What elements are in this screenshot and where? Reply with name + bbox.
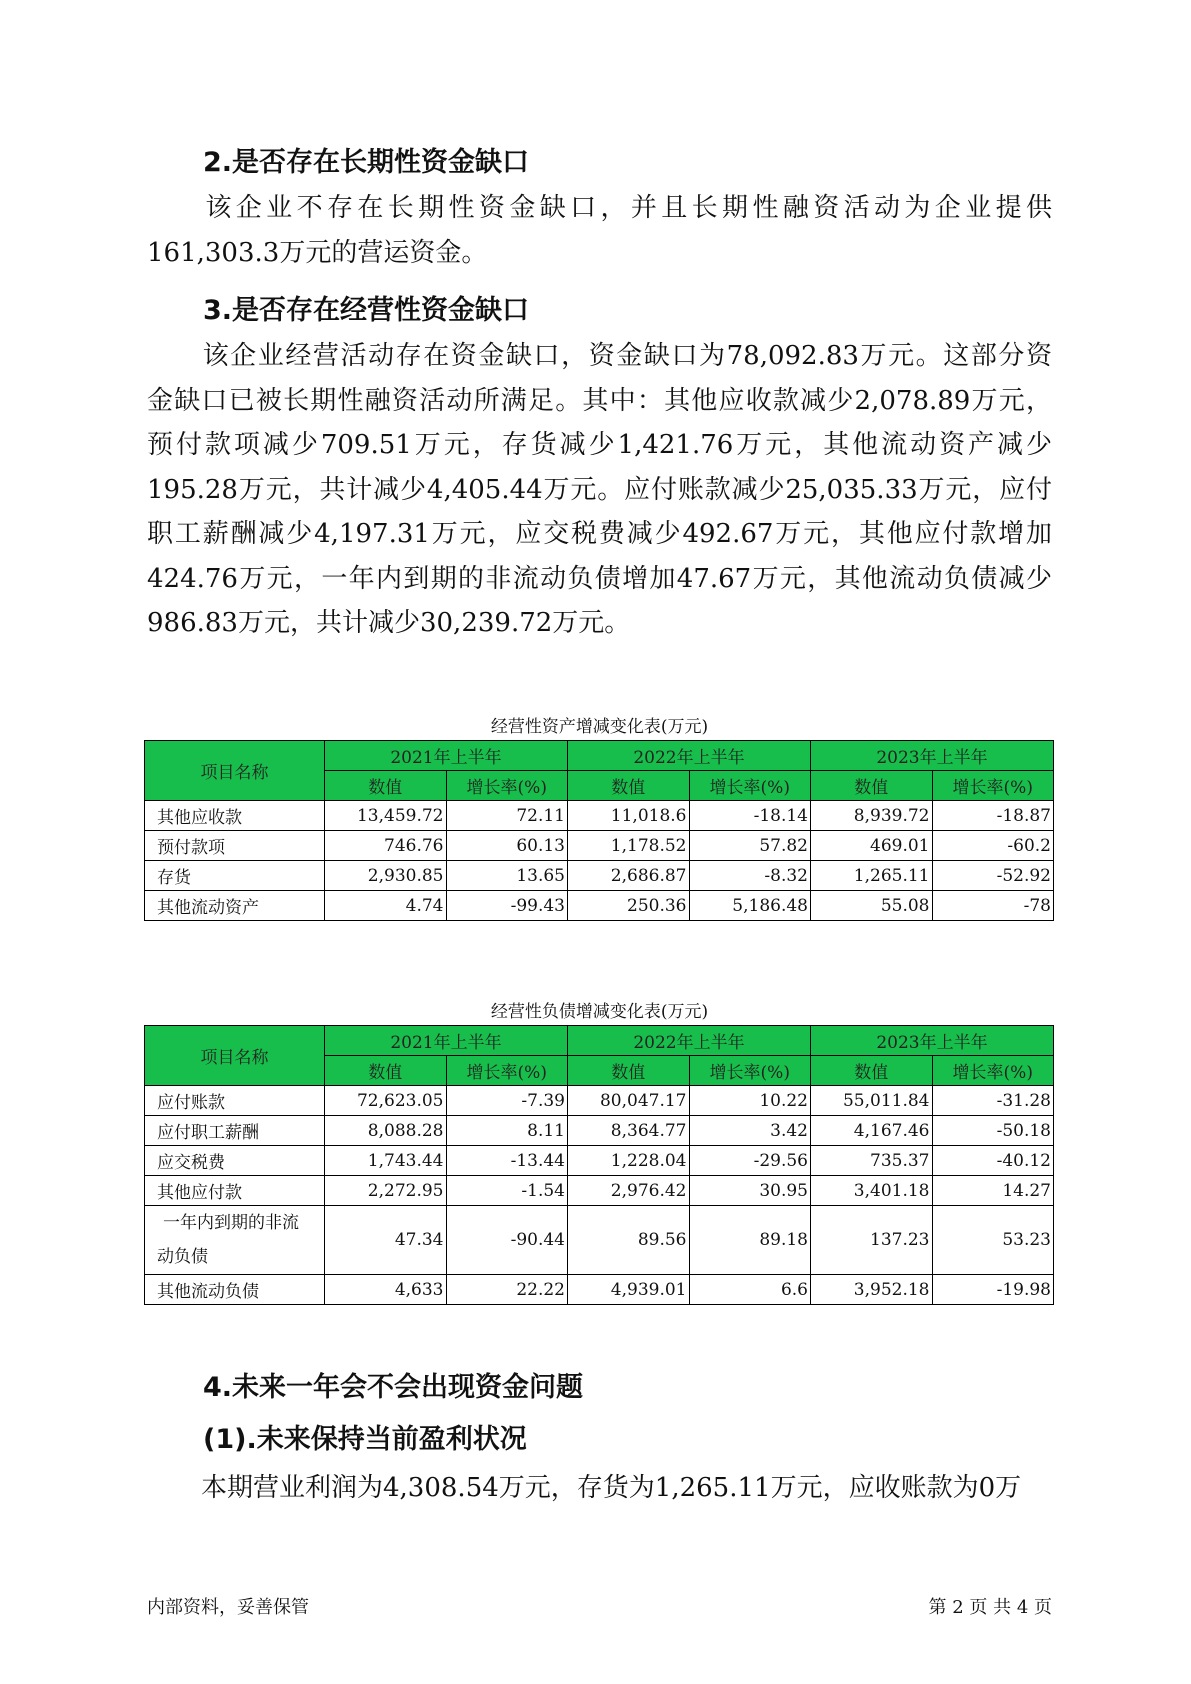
header-period-2023: 2023年上半年 [811,1026,1054,1056]
cell: 1,743.44 [325,1146,447,1176]
row-label: 其他流动负债 [145,1275,325,1305]
section-2-paragraph [147,186,1052,275]
cell: 80,047.17 [568,1086,690,1116]
header-period-2023: 2023年上半年 [811,741,1054,771]
cell: 2,976.42 [568,1176,690,1206]
section-3-title: 3.是否存在经营性资金缺口 [203,295,530,326]
row-label [145,1206,325,1275]
cell: -99.43 [446,891,568,921]
row-label: 存货 [145,861,325,891]
cell: 1,178.52 [568,831,690,861]
cell: 1,265.11 [811,861,933,891]
cell: 3.42 [689,1116,811,1146]
header-period-2021: 2021年上半年 [325,1026,568,1056]
cell: 4,167.46 [811,1116,933,1146]
header-period-2022: 2022年上半年 [568,1026,811,1056]
cell: 72.11 [446,801,568,831]
footer-page-number: 第 2 页 共 4 页 [928,1597,1052,1618]
footer-left-note: 内部资料，妥善保管 [147,1597,309,1618]
header-growth: 增长率(%) [446,1056,568,1086]
cell: 4.74 [325,891,447,921]
cell: 53.23 [932,1206,1054,1275]
assets-table-caption: 经营性资产增减变化表(万元) [490,717,709,737]
cell: -29.56 [689,1146,811,1176]
header-growth: 增长率(%) [689,771,811,801]
cell: -78 [932,891,1054,921]
cell: 5,186.48 [689,891,811,921]
cell: 14.27 [932,1176,1054,1206]
cell: 55,011.84 [811,1086,933,1116]
cell: -40.12 [932,1146,1054,1176]
table-row [145,1275,1054,1305]
cell: 11,018.6 [568,801,690,831]
table-row [145,1176,1054,1206]
cell: 30.95 [689,1176,811,1206]
header-growth: 增长率(%) [932,1056,1054,1086]
header-growth: 增长率(%) [689,1056,811,1086]
cell: 13,459.72 [325,801,447,831]
paragraph-line: 预付款项减少709.51万元，存货减少1,421.76万元，其他流动资产减少 [147,430,1052,460]
row-label: 应付职工薪酬 [145,1116,325,1146]
table-row [145,831,1054,861]
paragraph-line: 986.83万元，共计减少30,239.72万元。 [147,608,631,638]
paragraph-line: 424.76万元，一年内到期的非流动负债增加47.67万元，其他流动负债减少 [147,563,1052,594]
cell: 8,364.77 [568,1116,690,1146]
row-label: 其他应付款 [145,1176,325,1206]
row-label: 其他流动资产 [145,891,325,921]
header-value: 数值 [811,1056,933,1086]
cell: -18.87 [932,801,1054,831]
cell: 735.37 [811,1146,933,1176]
cell: -60.2 [932,831,1054,861]
paragraph-line: 金缺口已被长期性融资活动所满足。其中：其他应收款减少2,078.89万元， [147,385,1052,416]
row-label-line: 动负债 [157,1247,208,1267]
cell: 6.6 [689,1275,811,1305]
cell: -90.44 [446,1206,568,1275]
paragraph-line: 本期营业利润为4,308.54万元，存货为1,265.11万元，应收账款为0万 [201,1473,1022,1503]
table-row [145,1086,1054,1116]
row-label: 预付款项 [145,831,325,861]
header-value: 数值 [325,771,447,801]
cell: 72,623.05 [325,1086,447,1116]
cell: 746.76 [325,831,447,861]
table-row [145,1206,1054,1275]
cell: 137.23 [811,1206,933,1275]
paragraph-line: 职工薪酬减少4,197.31万元，应交税费减少492.67万元，其他应付款增加 [147,519,1052,549]
header-value: 数值 [811,771,933,801]
section-4-paragraph [147,1466,1052,1511]
cell: 8.11 [446,1116,568,1146]
row-label: 其他应收款 [145,801,325,831]
cell: 89.18 [689,1206,811,1275]
section-2-title: 2.是否存在长期性资金缺口 [203,147,530,178]
cell: 3,952.18 [811,1275,933,1305]
cell: -19.98 [932,1275,1054,1305]
table-row [145,1146,1054,1176]
header-item-name: 项目名称 [145,1026,325,1086]
cell: 2,930.85 [325,861,447,891]
cell: -31.28 [932,1086,1054,1116]
cell: 4,939.01 [568,1275,690,1305]
cell: -8.32 [689,861,811,891]
cell: -7.39 [446,1086,568,1116]
cell: 3,401.18 [811,1176,933,1206]
cell: -18.14 [689,801,811,831]
cell: 57.82 [689,831,811,861]
paragraph-line: 该企业经营活动存在资金缺口，资金缺口为78,092.83万元。这部分资 [201,341,1052,371]
cell: 60.13 [446,831,568,861]
row-label: 应交税费 [145,1146,325,1176]
cell: -52.92 [932,861,1054,891]
cell: 10.22 [689,1086,811,1116]
header-period-2022: 2022年上半年 [568,741,811,771]
table-row [145,861,1054,891]
section-3-paragraph [147,334,1052,646]
assets-table [144,740,1054,921]
cell: 8,088.28 [325,1116,447,1146]
cell: 250.36 [568,891,690,921]
header-item-name: 项目名称 [145,741,325,801]
cell: 469.01 [811,831,933,861]
liabilities-table [144,1025,1054,1305]
table-row [145,1116,1054,1146]
cell: 13.65 [446,861,568,891]
row-label-line: 一年内到期的非流 [163,1213,299,1233]
header-period-2021: 2021年上半年 [325,741,568,771]
cell: -13.44 [446,1146,568,1176]
cell: 22.22 [446,1275,568,1305]
header-growth: 增长率(%) [932,771,1054,801]
cell: 4,633 [325,1275,447,1305]
paragraph-line: 195.28万元，共计减少4,405.44万元。应付账款减少25,035.33万元，应付 [147,474,1052,505]
header-value: 数值 [325,1056,447,1086]
cell: 55.08 [811,891,933,921]
cell: 8,939.72 [811,801,933,831]
header-value: 数值 [568,771,690,801]
header-growth: 增长率(%) [446,771,568,801]
section-4-subtitle: (1).未来保持当前盈利状况 [203,1424,527,1455]
cell: 2,686.87 [568,861,690,891]
cell: 1,228.04 [568,1146,690,1176]
paragraph-line: 该企业不存在长期性资金缺口，并且长期性融资活动为企业提供 [201,193,1052,223]
cell: -1.54 [446,1176,568,1206]
paragraph-line: 161,303.3万元的营运资金。 [147,237,488,268]
header-value: 数值 [568,1056,690,1086]
cell: 47.34 [325,1206,447,1275]
cell: 2,272.95 [325,1176,447,1206]
liabilities-table-caption: 经营性负债增减变化表(万元) [490,1002,709,1022]
table-row [145,891,1054,921]
section-4-title: 4.未来一年会不会出现资金问题 [203,1372,584,1403]
cell: 89.56 [568,1206,690,1275]
cell: -50.18 [932,1116,1054,1146]
table-row [145,801,1054,831]
row-label: 应付账款 [145,1086,325,1116]
